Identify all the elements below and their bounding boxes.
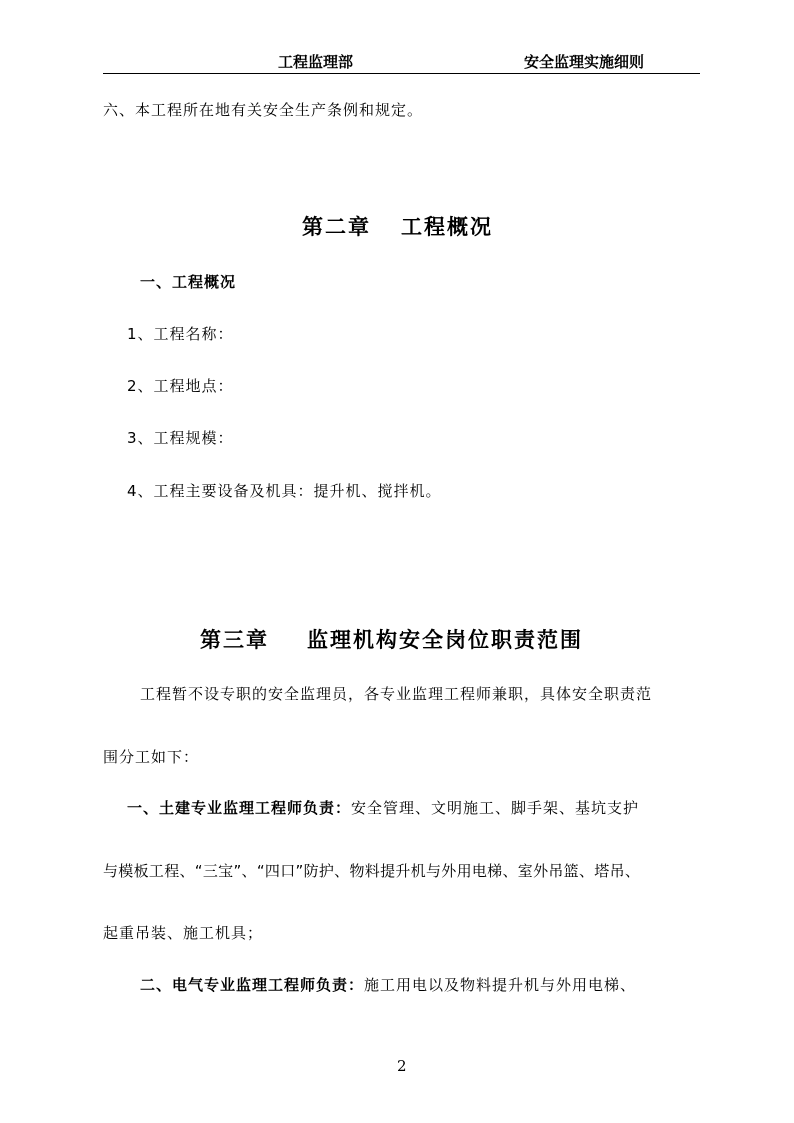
chapter-2-heading xyxy=(302,211,493,241)
chapter-2-item-2: 2、工程地点： xyxy=(127,377,234,395)
chapter-2-number: 第二章 xyxy=(302,215,371,239)
chapter-2-section: 一、工程概况 xyxy=(140,273,237,291)
civil-duty-line-2: 与模板工程、“三宝”、“四口”防护、物料提升机与外用电梯、室外吊篮、塔吊、 xyxy=(103,862,641,880)
header-left: 工程监理部 xyxy=(278,53,354,71)
chapter-2-item-1: 1、工程名称： xyxy=(127,325,234,343)
chapter-3-para-line-1: 工程暂不设专职的安全监理员，各专业监理工程师兼职，具体安全职责范 xyxy=(140,685,653,703)
chapter-2-title: 工程概况 xyxy=(401,215,493,239)
chapter-3-number: 第三章 xyxy=(200,628,269,652)
chapter-3-para-line-2: 围分工如下： xyxy=(103,748,200,766)
civil-duty-label: 一、土建专业监理工程师负责： xyxy=(127,799,352,817)
civil-duty-text-1: 安全管理、文明施工、脚手架、基坑支护 xyxy=(351,799,640,817)
civil-duty-line-3: 起重吊装、施工机具； xyxy=(103,924,264,942)
header-rule xyxy=(103,73,700,74)
electric-duty-line-1 xyxy=(140,974,636,995)
chapter-2-item-4: 4、工程主要设备及机具：提升机、搅拌机。 xyxy=(127,482,442,500)
chapter-3-heading xyxy=(200,624,583,654)
page-number: 2 xyxy=(397,1057,407,1075)
intro-item: 六、本工程所在地有关安全生产条例和规定。 xyxy=(103,101,424,119)
electric-duty-label: 二、电气专业监理工程师负责： xyxy=(140,976,365,994)
chapter-2-item-3: 3、工程规模： xyxy=(127,429,234,447)
chapter-3-title: 监理机构安全岗位职责范围 xyxy=(307,628,583,652)
civil-duty-line-1 xyxy=(127,797,639,818)
header-right: 安全监理实施细则 xyxy=(524,53,645,71)
electric-duty-text-1: 施工用电以及物料提升机与外用电梯、 xyxy=(364,976,637,994)
